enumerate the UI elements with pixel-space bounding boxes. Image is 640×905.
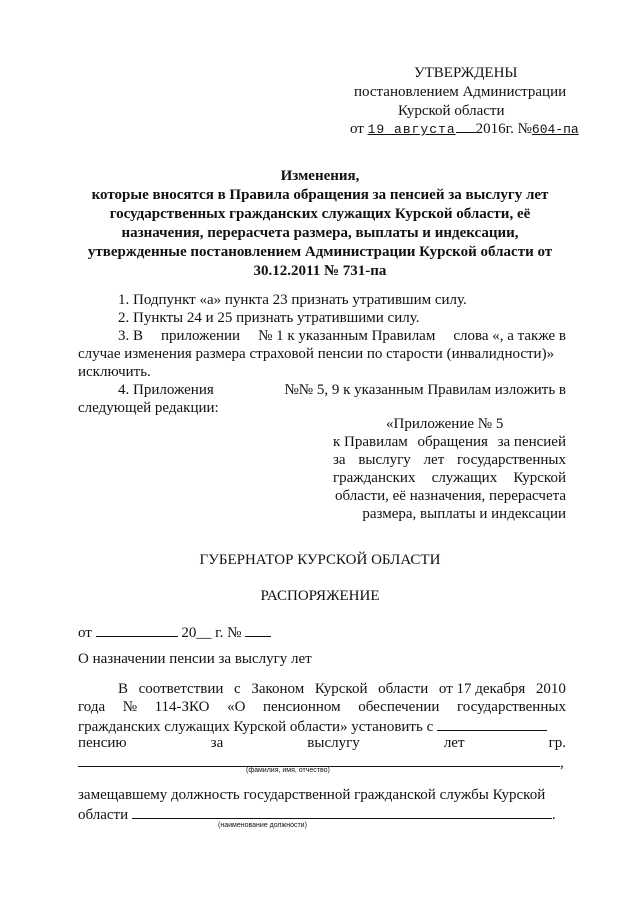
item-1: 1. Подпункт «а» пункта 23 признать утратившим силу. xyxy=(118,292,467,308)
item-4-line-1: 4. Приложения №№ 5, 9 к указанным Правилам изложить в xyxy=(118,382,566,398)
approval-line1: постановлением Администрации xyxy=(354,84,567,100)
approval-line2: Курской области xyxy=(398,103,505,119)
body-line-1: В соответствии с Законом Курской области от 17 декабря 2010 xyxy=(118,681,566,697)
appendix-line: гражданских служащих Курской xyxy=(333,470,566,486)
changes-heading-line: которые вносятся в Правила обращения за пенсией за выслугу лет xyxy=(91,187,549,203)
approval-date-handwritten: 19 августа xyxy=(367,122,456,137)
changes-heading-block xyxy=(80,186,560,281)
caption-position: (наименование должности) xyxy=(218,822,307,829)
changes-title: Изменения, xyxy=(280,168,360,184)
caption-fio: (фамилия, имя, отчество) xyxy=(246,767,330,774)
body-line-2: года № 114-ЗКО «О пенсионном обеспечении государственных xyxy=(78,699,566,715)
item-4-line-2: следующей редакции: xyxy=(78,400,219,416)
body-line-4: пенсию за выслугу лет гр. xyxy=(78,735,566,751)
appendix-title: «Приложение № 5 xyxy=(386,416,504,432)
item-3-line-3: исключить. xyxy=(78,364,151,380)
changes-heading-line: утвержденные постановлением Администрации Курской области от xyxy=(87,244,553,260)
body-line-3: гражданских служащих Курской области» установить с xyxy=(78,716,547,737)
appendix-line: к Правилам обращения за пенсией xyxy=(333,434,566,450)
appendix-line: за выслугу лет государственных xyxy=(333,452,566,468)
approval-number: 604-па xyxy=(531,122,579,137)
order-date-line: от 20__ г. № xyxy=(78,622,271,643)
changes-heading-line: назначения, перерасчета размера, выплаты и индексации, xyxy=(121,225,519,241)
approval-title: УТВЕРЖДЕНЫ xyxy=(414,65,518,81)
item-3-line-1: 3. В приложении № 1 к указанным Правилам слова «, а также в xyxy=(118,328,566,344)
item-2: 2. Пункты 24 и 25 признать утратившими силу. xyxy=(118,310,420,326)
appendix-line: размера, выплаты и индексации xyxy=(362,506,566,522)
order-subject: О назначении пенсии за выслугу лет xyxy=(78,651,312,667)
item-3-line-2: случае изменения размера страховой пенсии по старости (инвалидности)» xyxy=(78,346,555,362)
order-heading: РАСПОРЯЖЕНИЕ xyxy=(260,588,380,604)
body-line-6: замещавшему должность государственной гражданской службы Курской xyxy=(78,787,546,803)
appendix-line: области, её назначения, перерасчета xyxy=(334,488,566,504)
changes-heading-line: государственных гражданских служащих Курской области, её xyxy=(109,206,531,222)
approval-date: от 19 августа 2016г. №604-па xyxy=(350,121,579,137)
body-line-5: , xyxy=(78,752,564,773)
changes-heading-line: 30.12.2011 № 731-па xyxy=(253,263,387,279)
body-line-7: области . xyxy=(78,804,556,825)
governor-heading: ГУБЕРНАТОР КУРСКОЙ ОБЛАСТИ xyxy=(199,552,441,568)
